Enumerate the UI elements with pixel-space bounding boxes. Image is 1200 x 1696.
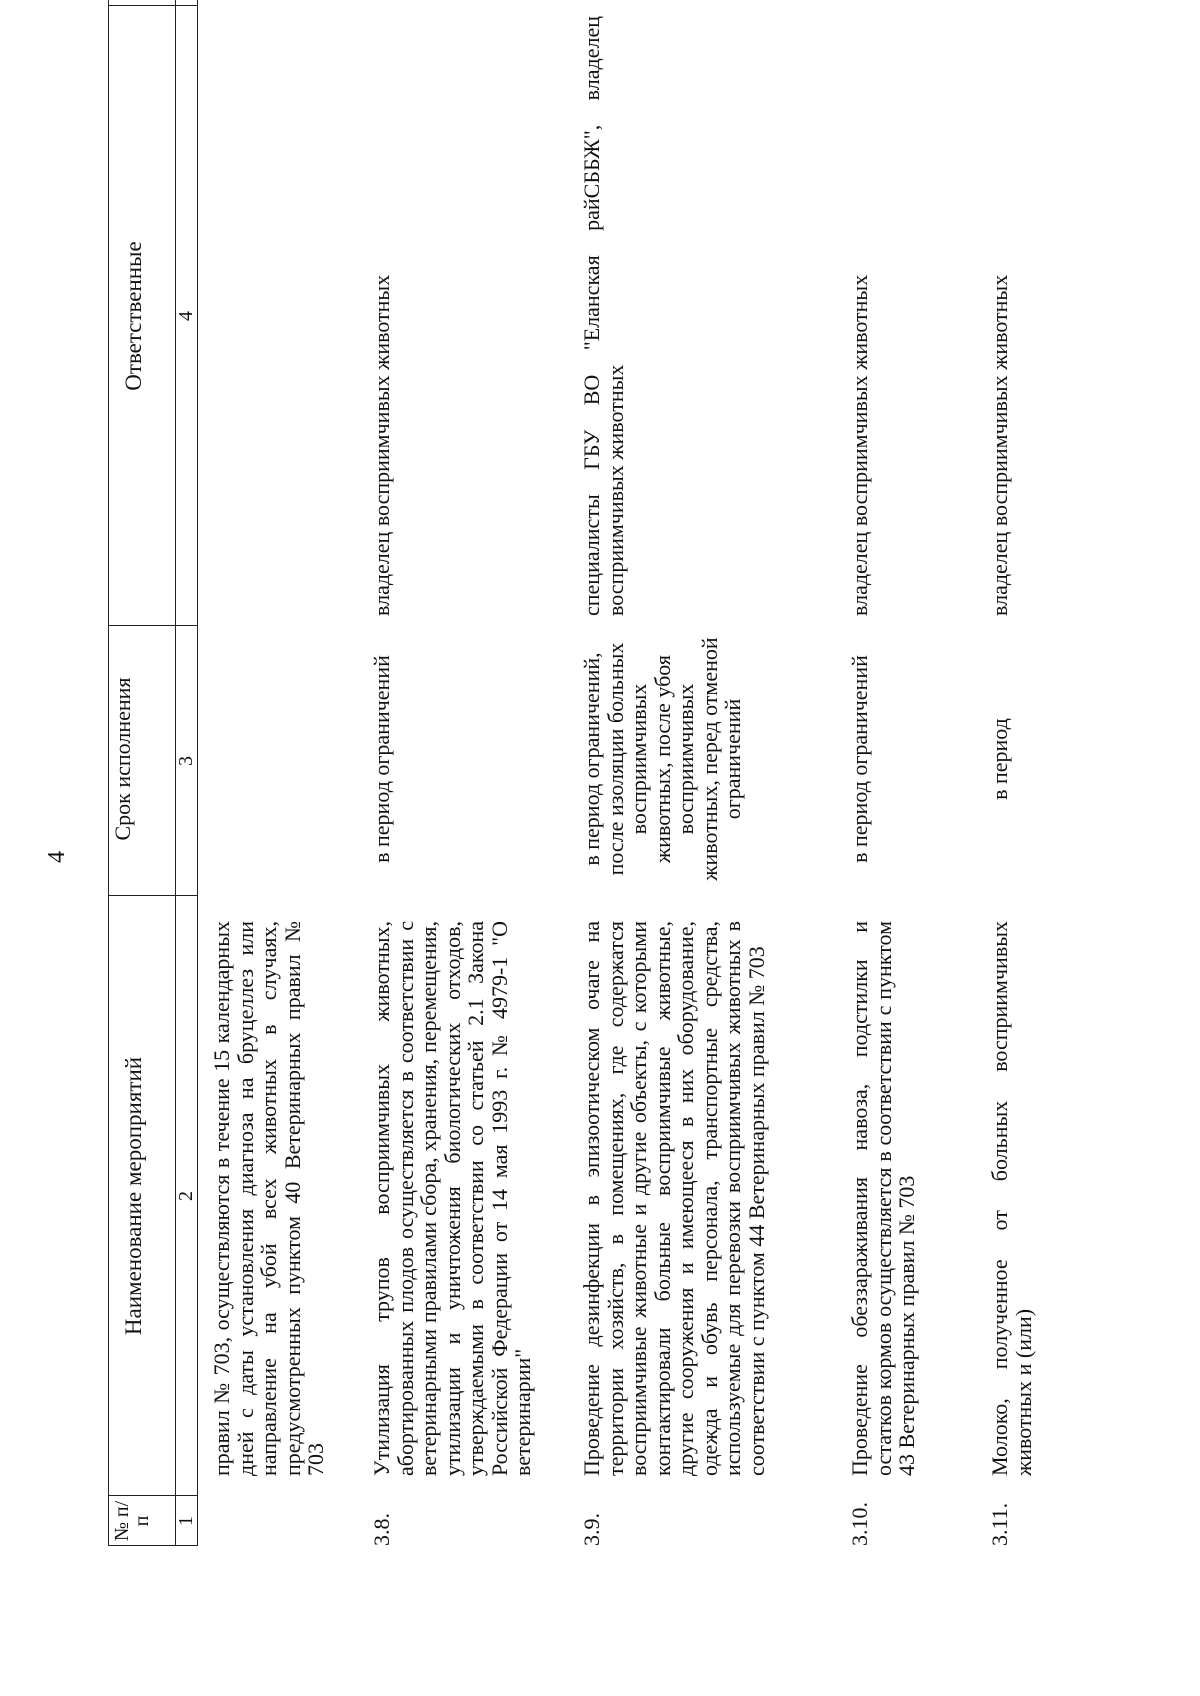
header-num: № п/п xyxy=(111,1500,153,1542)
row-term: в период ограничений, после изоляции больных восприимчивых животных, после убоя восприимчивых животных, перед отменой ограничений xyxy=(579,637,745,881)
header-term: Срок исполнения xyxy=(110,677,135,841)
table-header xyxy=(0,0,200,1696)
row-name: правил № 703, осуществляются в течение 15 календарных дней с даты установления диагноза на бруцеллез или направление на убой всех животных в случаях, предусмотренных пунктом 40 Ветеринарных правил № 703 xyxy=(209,921,328,1476)
row-name: Утилизация трупов восприимчивых животных, абортированных плодов осуществляется в соответствии с ветеринарными правилами сбора, хранения, перемещения, утилизации и уничтожения биологических отходов, утверждаемыми в соответствии со статьей 2.1 Закона Российской Федерации от 14 мая 1993 г. № 4979-1 "О ветеринарии" xyxy=(369,921,535,1476)
row-name: Проведение дезинфекции в эпизоотическом очаге на территории хозяйств, в помещениях, где содержатся восприимчивые животные и другие объекты, с которыми контактировали больные восприимчивые животные, другие сооружения и имеющееся в них оборудование, одежда и обувь персонала, транспортные средства, используемые для перевозки восприимчивых животных в соответствии с пунктом 44 Ветеринарных правил № 703 xyxy=(579,921,769,1476)
row-number: 3.9. xyxy=(579,1513,604,1546)
header-responsible: Ответственные xyxy=(121,241,146,391)
row-term: в период xyxy=(987,718,1012,800)
row-number: 3.11. xyxy=(987,1502,1012,1546)
table-top-border xyxy=(108,0,109,1546)
row-term: в период ограничений xyxy=(847,655,872,863)
column-numbers-separator xyxy=(197,0,198,1546)
column-number-4: 4 xyxy=(175,311,197,321)
row-number: 3.8. xyxy=(369,1513,394,1546)
row-name: Проведение обеззараживания навоза, подстилки и остатков кормов осуществляется в соответствии с пунктом 43 Ветеринарных правил № 703 xyxy=(847,921,919,1476)
row-responsible: владелец восприимчивых животных xyxy=(369,274,394,616)
row-responsible: владелец восприимчивых животных xyxy=(847,274,872,616)
row-name: Молоко, полученное от больных восприимчивых животных и (или) xyxy=(987,921,1036,1476)
row-number: 3.10. xyxy=(847,1502,872,1546)
column-number-3: 3 xyxy=(175,756,197,766)
header-name: Наименование мероприятий xyxy=(121,1056,146,1336)
row-responsible: владелец восприимчивых животных xyxy=(987,274,1012,616)
page-number: 4 xyxy=(44,851,70,863)
row-term: в период ограничений xyxy=(369,655,394,863)
row-responsible: специалисты ГБУ ВО "Еланская райСББЖ", владелец восприимчивых животных xyxy=(579,16,628,616)
column-number-1: 1 xyxy=(175,1516,197,1526)
column-number-2: 2 xyxy=(175,1191,197,1201)
